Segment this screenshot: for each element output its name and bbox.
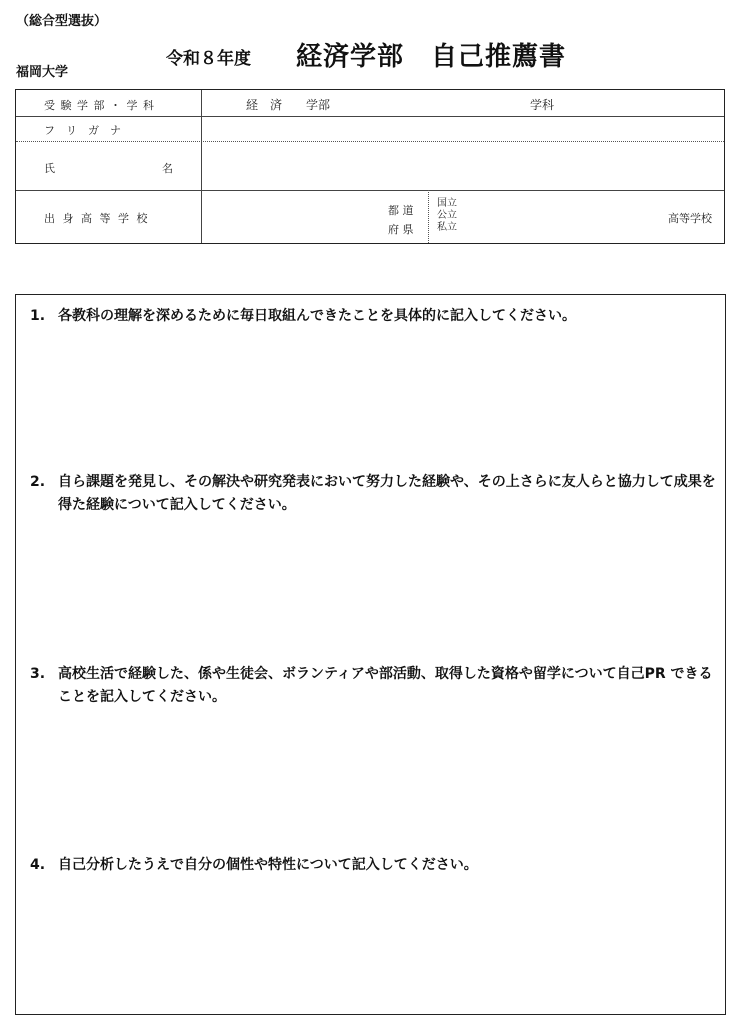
answer-area-3[interactable] bbox=[26, 715, 714, 845]
question-number: 2. bbox=[30, 474, 46, 490]
furigana-field[interactable] bbox=[202, 117, 724, 141]
department-label: 受 験 学 部 ・ 学 科 bbox=[44, 99, 155, 112]
high-school-suffix: 高等学校 bbox=[668, 212, 712, 225]
school-type-public: 公立 bbox=[437, 210, 457, 221]
question-number: 1. bbox=[30, 308, 46, 324]
question-number: 3. bbox=[30, 666, 46, 682]
column-divider-dotted bbox=[428, 190, 429, 243]
course-suffix: 学科 bbox=[530, 98, 555, 112]
applicant-info-table bbox=[15, 89, 725, 244]
furigana-label: フ リ ガ ナ bbox=[44, 124, 121, 137]
answer-area-1[interactable] bbox=[26, 335, 714, 465]
question-number: 4. bbox=[30, 857, 46, 873]
questions-box bbox=[15, 294, 726, 1015]
page-title: 経済学部 自己推薦書 bbox=[296, 42, 567, 72]
question-1 bbox=[30, 305, 720, 328]
row-divider bbox=[16, 190, 724, 191]
school-type-national: 国立 bbox=[437, 198, 457, 209]
question-text: 自ら課題を発見し、その解決や研究発表において努力した経験や、その上さらに友人らと協力して成果を得た経験について記入してください。 bbox=[58, 474, 716, 513]
prefecture-label-top: 都 道 bbox=[388, 204, 414, 217]
department-value[interactable]: 経 済 学部 bbox=[246, 98, 331, 112]
university-name: 福岡大学 bbox=[16, 65, 69, 80]
answer-area-4[interactable] bbox=[26, 885, 714, 1005]
school-type-private: 私立 bbox=[437, 222, 457, 233]
question-4 bbox=[30, 854, 720, 877]
selection-type-label: （総合型選抜） bbox=[16, 14, 108, 29]
name-label-first: 氏 bbox=[44, 162, 55, 175]
question-text: 高校生活で経験した、係や生徒会、ボランティアや部活動、取得した資格や留学について自己PR できることを記入してください。 bbox=[58, 666, 713, 705]
answer-area-2[interactable] bbox=[26, 525, 714, 655]
question-text: 自己分析したうえで自分の個性や特性について記入してください。 bbox=[58, 857, 478, 873]
title-year: 令和８年度 bbox=[166, 49, 251, 69]
name-label-last: 名 bbox=[162, 162, 173, 175]
question-2 bbox=[30, 471, 720, 517]
name-field[interactable] bbox=[202, 142, 724, 190]
question-text: 各教科の理解を深めるために毎日取組んできたことを具体的に記入してください。 bbox=[58, 308, 576, 324]
question-3 bbox=[30, 663, 720, 709]
prefecture-label-bottom: 府 県 bbox=[388, 223, 414, 236]
high-school-label: 出 身 高 等 学 校 bbox=[44, 212, 150, 225]
